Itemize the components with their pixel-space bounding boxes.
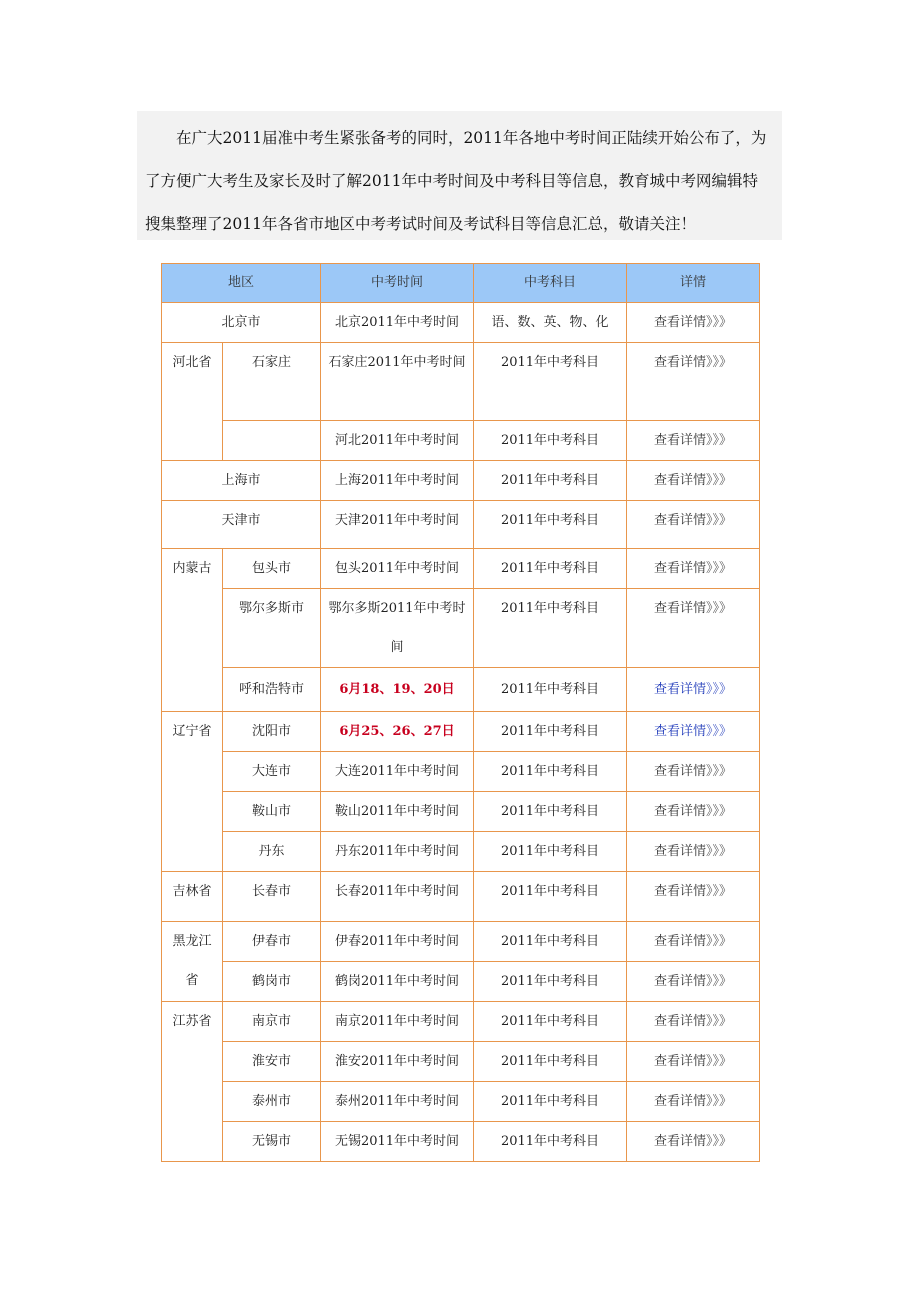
exam-subject-cell: 2011年中考科目 bbox=[474, 752, 627, 792]
table-row bbox=[162, 1042, 760, 1082]
table-row bbox=[162, 752, 760, 792]
city-cell: 石家庄 bbox=[223, 343, 321, 421]
details-link[interactable]: 查看详情》》》 bbox=[627, 752, 760, 792]
province-cell: 吉林省 bbox=[162, 872, 223, 922]
exam-time-cell: 丹东2011年中考时间 bbox=[321, 832, 474, 872]
exam-time-cell: 北京2011年中考时间 bbox=[321, 303, 474, 343]
table-row bbox=[162, 832, 760, 872]
city-cell: 呼和浩特市 bbox=[223, 668, 321, 712]
table-header-row bbox=[162, 264, 760, 303]
details-link[interactable]: 查看详情》》》 bbox=[627, 549, 760, 589]
exam-subject-cell: 2011年中考科目 bbox=[474, 1082, 627, 1122]
exam-subject-cell: 2011年中考科目 bbox=[474, 712, 627, 752]
details-link[interactable]: 查看详情》》》 bbox=[627, 962, 760, 1002]
city-cell: 伊春市 bbox=[223, 922, 321, 962]
city-cell: 泰州市 bbox=[223, 1082, 321, 1122]
exam-time-cell: 淮安2011年中考时间 bbox=[321, 1042, 474, 1082]
details-link[interactable]: 查看详情》》》 bbox=[627, 303, 760, 343]
header-subject: 中考科目 bbox=[474, 264, 627, 303]
exam-subject-cell: 2011年中考科目 bbox=[474, 1122, 627, 1162]
exam-time-cell: 河北2011年中考时间 bbox=[321, 421, 474, 461]
table-row bbox=[162, 872, 760, 922]
details-link[interactable]: 查看详情》》》 bbox=[627, 832, 760, 872]
exam-subject-cell: 2011年中考科目 bbox=[474, 668, 627, 712]
exam-subject-cell: 2011年中考科目 bbox=[474, 1002, 627, 1042]
table-row bbox=[162, 712, 760, 752]
table-row bbox=[162, 501, 760, 549]
city-cell: 包头市 bbox=[223, 549, 321, 589]
details-link[interactable]: 查看详情》》》 bbox=[627, 1002, 760, 1042]
details-link[interactable]: 查看详情》》》 bbox=[627, 589, 760, 668]
exam-subject-cell: 2011年中考科目 bbox=[474, 922, 627, 962]
exam-time-cell: 石家庄2011年中考时间 bbox=[321, 343, 474, 421]
table-row bbox=[162, 1082, 760, 1122]
table-row bbox=[162, 962, 760, 1002]
exam-subject-cell: 2011年中考科目 bbox=[474, 1042, 627, 1082]
header-time: 中考时间 bbox=[321, 264, 474, 303]
province-cell: 江苏省 bbox=[162, 1002, 223, 1162]
exam-time-cell: 伊春2011年中考时间 bbox=[321, 922, 474, 962]
exam-time-cell: 鄂尔多斯2011年中考时间 bbox=[321, 589, 474, 668]
city-cell: 沈阳市 bbox=[223, 712, 321, 752]
city-cell: 鹤岗市 bbox=[223, 962, 321, 1002]
exam-time-cell: 无锡2011年中考时间 bbox=[321, 1122, 474, 1162]
details-link[interactable]: 查看详情》》》 bbox=[627, 343, 760, 421]
exam-subject-cell: 2011年中考科目 bbox=[474, 343, 627, 421]
details-link[interactable]: 查看详情》》》 bbox=[627, 501, 760, 549]
exam-time-cell: 大连2011年中考时间 bbox=[321, 752, 474, 792]
province-cell: 黑龙江省 bbox=[162, 922, 223, 1002]
city-cell: 长春市 bbox=[223, 872, 321, 922]
region-cell: 天津市 bbox=[162, 501, 321, 549]
exam-schedule-table bbox=[161, 263, 760, 1162]
exam-subject-cell: 2011年中考科目 bbox=[474, 461, 627, 501]
table-row bbox=[162, 303, 760, 343]
exam-subject-cell: 2011年中考科目 bbox=[474, 549, 627, 589]
city-cell: 南京市 bbox=[223, 1002, 321, 1042]
exam-time-cell: 上海2011年中考时间 bbox=[321, 461, 474, 501]
table-row bbox=[162, 421, 760, 461]
exam-date-cell: 6月25、26、27日 bbox=[321, 712, 474, 752]
exam-subject-cell: 2011年中考科目 bbox=[474, 832, 627, 872]
province-cell: 河北省 bbox=[162, 343, 223, 461]
details-link[interactable]: 查看详情》》》 bbox=[627, 922, 760, 962]
exam-subject-cell: 2011年中考科目 bbox=[474, 501, 627, 549]
table-row bbox=[162, 589, 760, 668]
table-row bbox=[162, 792, 760, 832]
table-row bbox=[162, 549, 760, 589]
details-link[interactable]: 查看详情》》》 bbox=[627, 421, 760, 461]
province-cell: 内蒙古 bbox=[162, 549, 223, 712]
exam-time-cell: 包头2011年中考时间 bbox=[321, 549, 474, 589]
details-link[interactable]: 查看详情》》》 bbox=[627, 792, 760, 832]
city-cell bbox=[223, 421, 321, 461]
region-cell: 上海市 bbox=[162, 461, 321, 501]
exam-subject-cell: 2011年中考科目 bbox=[474, 589, 627, 668]
details-link[interactable]: 查看详情》》》 bbox=[627, 1122, 760, 1162]
exam-time-cell: 天津2011年中考时间 bbox=[321, 501, 474, 549]
city-cell: 鄂尔多斯市 bbox=[223, 589, 321, 668]
exam-time-cell: 泰州2011年中考时间 bbox=[321, 1082, 474, 1122]
exam-date-cell: 6月18、19、20日 bbox=[321, 668, 474, 712]
header-details: 详情 bbox=[627, 264, 760, 303]
table-row bbox=[162, 1002, 760, 1042]
table-row bbox=[162, 668, 760, 712]
city-cell: 无锡市 bbox=[223, 1122, 321, 1162]
province-cell: 辽宁省 bbox=[162, 712, 223, 872]
city-cell: 丹东 bbox=[223, 832, 321, 872]
table-row bbox=[162, 1122, 760, 1162]
details-link[interactable]: 查看详情》》》 bbox=[627, 461, 760, 501]
details-link[interactable]: 查看详情》》》 bbox=[627, 712, 760, 752]
details-link[interactable]: 查看详情》》》 bbox=[627, 1082, 760, 1122]
table-row bbox=[162, 343, 760, 421]
exam-time-cell: 鞍山2011年中考时间 bbox=[321, 792, 474, 832]
details-link[interactable]: 查看详情》》》 bbox=[627, 1042, 760, 1082]
details-link[interactable]: 查看详情》》》 bbox=[627, 668, 760, 712]
exam-time-cell: 南京2011年中考时间 bbox=[321, 1002, 474, 1042]
exam-subject-cell: 2011年中考科目 bbox=[474, 421, 627, 461]
exam-subject-cell: 语、数、英、物、化 bbox=[474, 303, 627, 343]
region-cell: 北京市 bbox=[162, 303, 321, 343]
exam-subject-cell: 2011年中考科目 bbox=[474, 872, 627, 922]
city-cell: 鞍山市 bbox=[223, 792, 321, 832]
intro-paragraph: 在广大2011届准中考生紧张备考的同时，2011年各地中考时间正陆续开始公布了，为了方便广大考生及家长及时了解2011年中考时间及中考科目等信息，教育城中考网编辑特搜集整理了2011年各省市地区中考考试时间及考试科目等信息汇总，敬请关注！ bbox=[137, 111, 782, 240]
exam-time-cell: 长春2011年中考时间 bbox=[321, 872, 474, 922]
details-link[interactable]: 查看详情》》》 bbox=[627, 872, 760, 922]
city-cell: 淮安市 bbox=[223, 1042, 321, 1082]
city-cell: 大连市 bbox=[223, 752, 321, 792]
exam-subject-cell: 2011年中考科目 bbox=[474, 962, 627, 1002]
exam-time-cell: 鹤岗2011年中考时间 bbox=[321, 962, 474, 1002]
table-row bbox=[162, 922, 760, 962]
header-region: 地区 bbox=[162, 264, 321, 303]
table-row bbox=[162, 461, 760, 501]
exam-subject-cell: 2011年中考科目 bbox=[474, 792, 627, 832]
